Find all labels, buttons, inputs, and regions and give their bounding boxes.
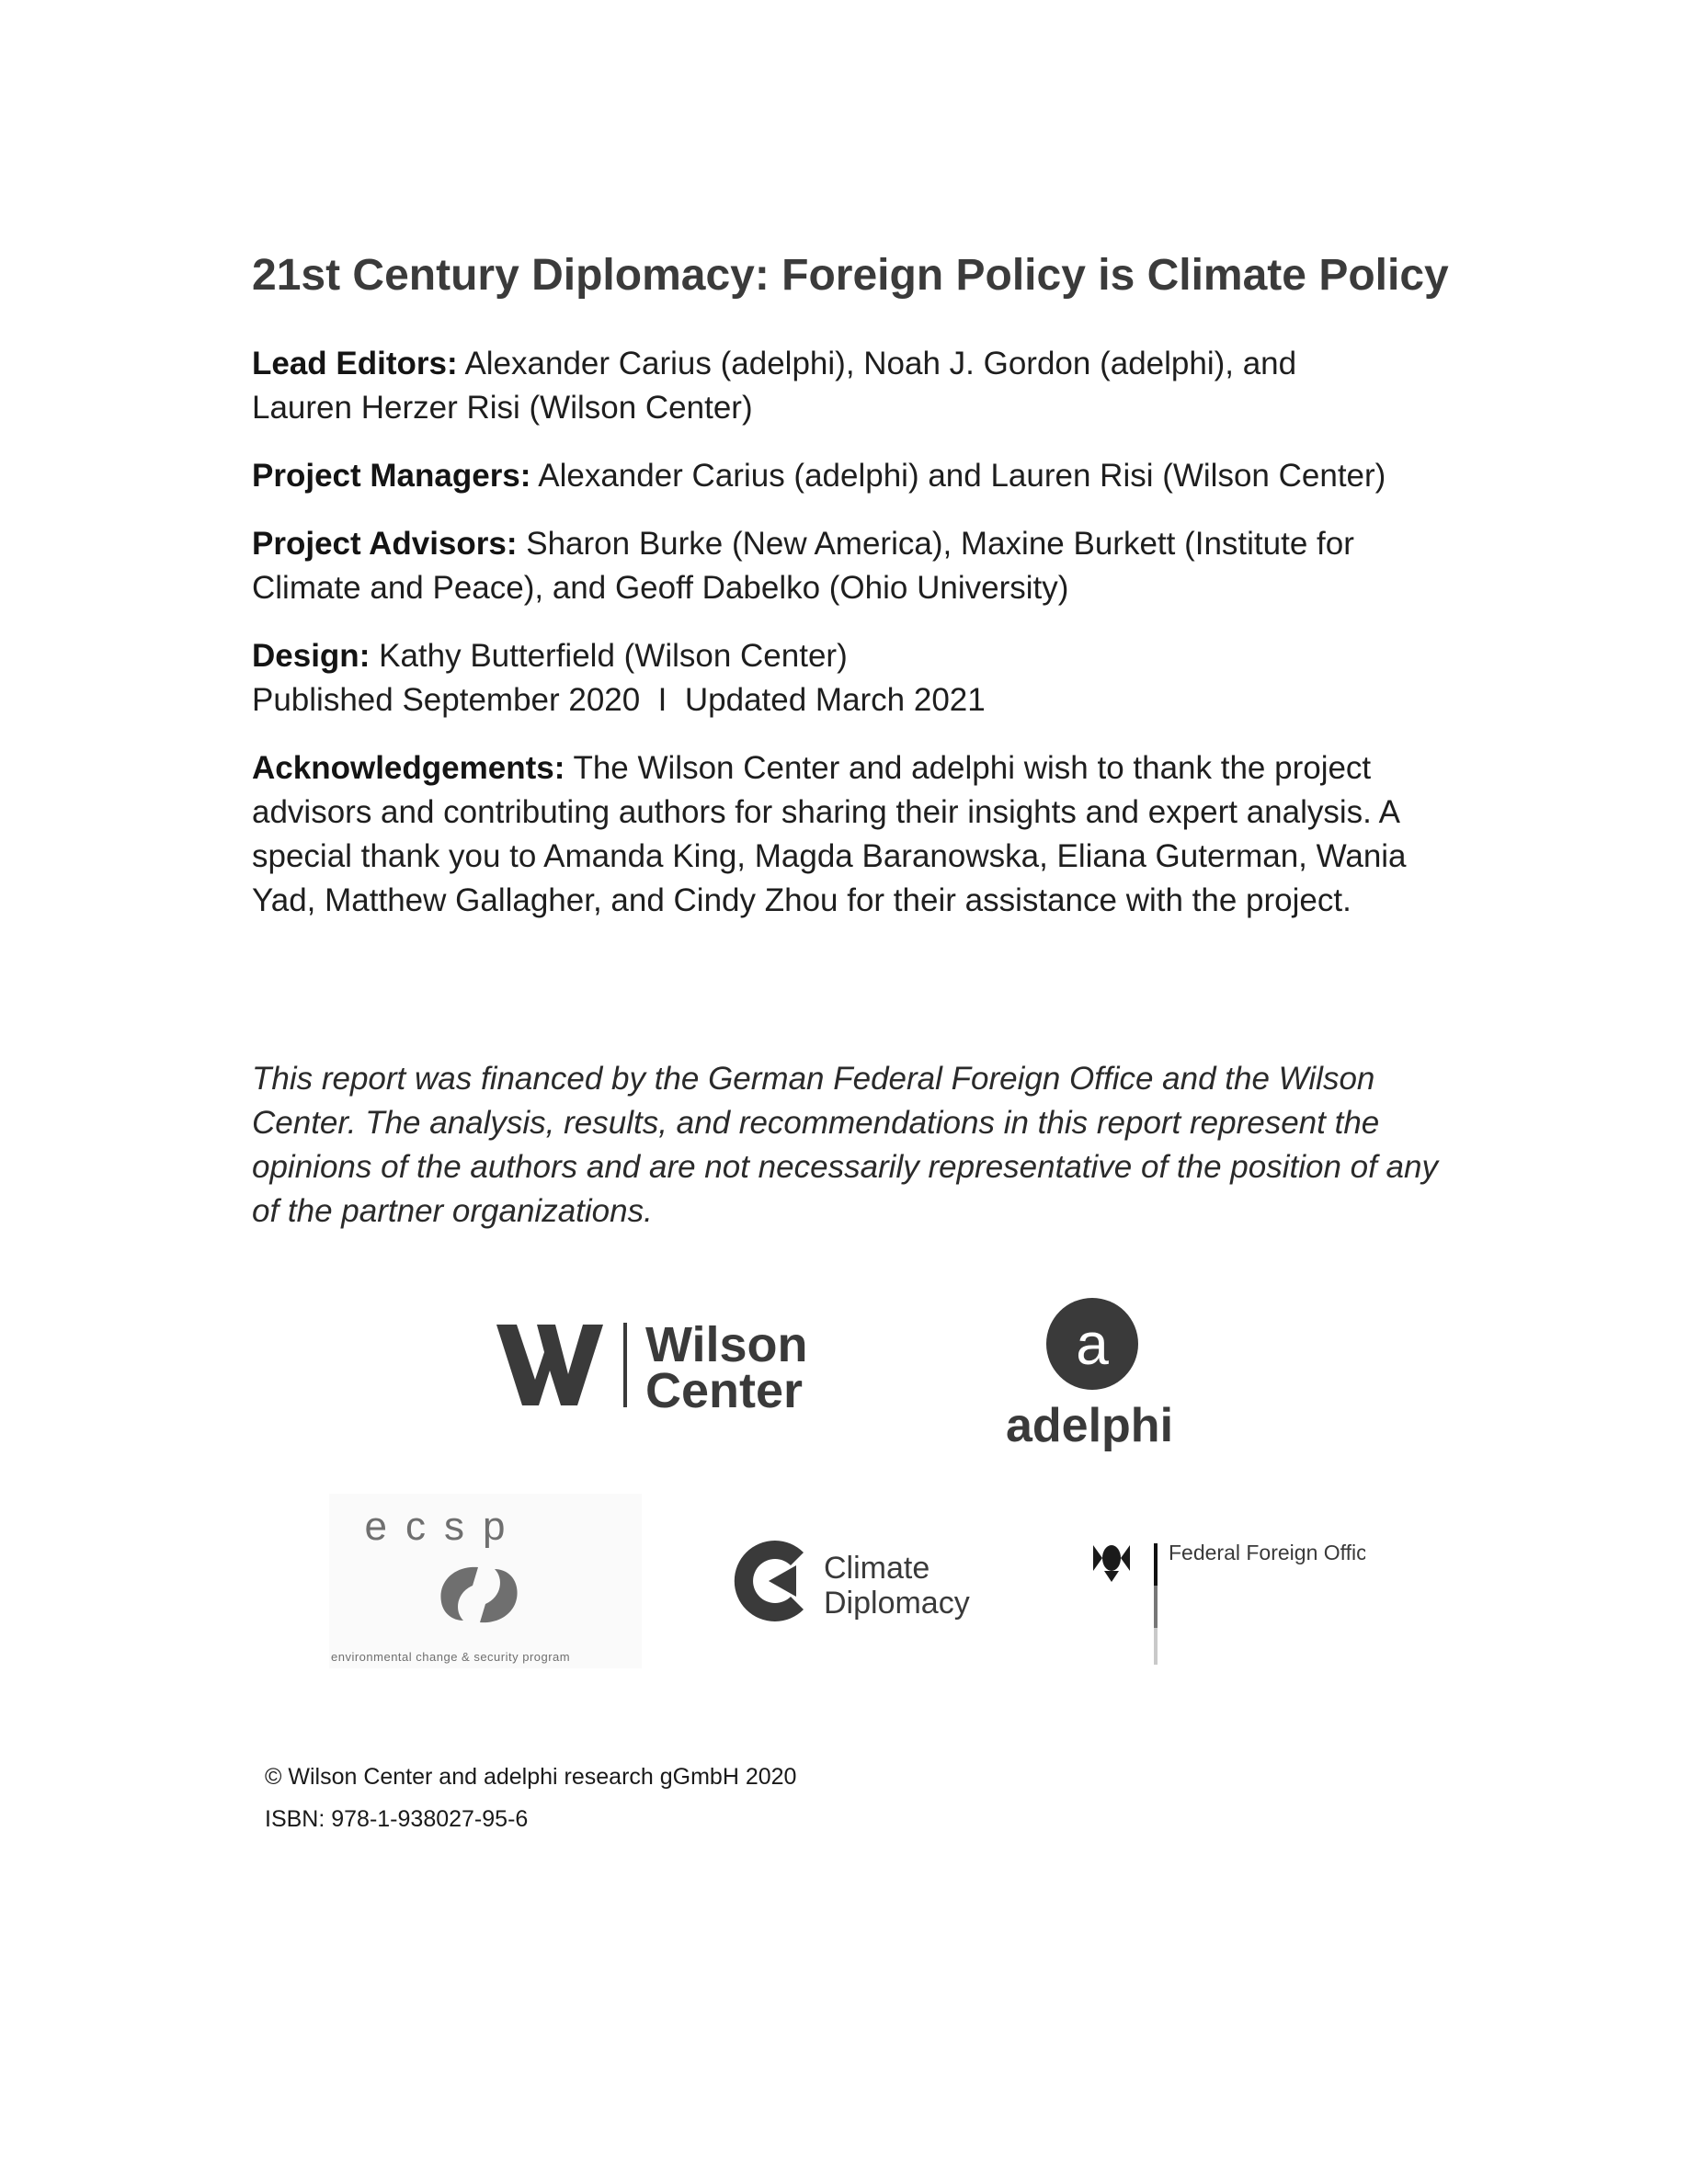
design-label: Design:	[252, 638, 371, 674]
adelphi-wordmark: adelphi	[1005, 1399, 1174, 1452]
project-advisors	[252, 522, 1447, 610]
flag-bar-red	[1154, 1586, 1158, 1628]
ecsp-logo	[329, 1494, 642, 1668]
copyright-block	[265, 1756, 796, 1840]
lead-editors	[252, 342, 1447, 430]
design-text: Kathy Butterfield (Wilson Center)	[379, 638, 848, 674]
climate-diplomacy-line1: Climate	[824, 1551, 930, 1586]
adelphi-mark-letter: a	[1076, 1311, 1109, 1377]
wilson-center-line1: Wilson	[645, 1317, 808, 1372]
climate-diplomacy-line2: Diplomacy	[824, 1586, 970, 1621]
wilson-center-w-mark	[487, 1310, 818, 1411]
project-advisors-text: Sharon Burke (New America), Maxine Burkett (Institute for	[526, 526, 1354, 562]
wilson-center-line2: Center	[645, 1363, 804, 1411]
acknowledgements-label: Acknowledgements:	[252, 750, 565, 786]
ecsp-tagline: environmental change & security program	[331, 1650, 571, 1664]
adelphi-logo	[1002, 1296, 1177, 1452]
copyright-line: © Wilson Center and adelphi research gGmbH 2020	[265, 1764, 797, 1790]
credits-block	[252, 342, 1447, 947]
project-managers-label: Project Managers:	[252, 458, 531, 494]
acknowledgements-text: The Wilson Center and adelphi wish to thank the project advisors and contributing authors for sharing their insights and expert analysis. A special thank you to Amanda King, Magda Baranowska, Eliana Guterman, Wania Yad, Matthew Gallagher, and Cindy Zhou for their assistance with the project.	[252, 750, 1407, 918]
project-advisors-label: Project Advisors:	[252, 526, 518, 562]
funding-disclaimer: This report was financed by the German Federal Foreign Office and the Wilson Center. The analysis, results, and recommendations in this report represent the opinions of the authors and are not necessarily representative of the position of any of the partner organizations.	[252, 1061, 1438, 1229]
federal-foreign-office-logo	[1089, 1530, 1365, 1678]
lead-editors-label: Lead Editors:	[252, 346, 458, 381]
ecsp-wordmark: ecsp	[364, 1504, 524, 1549]
lead-editors-text-2: Lauren Herzer Risi (Wilson Center)	[252, 390, 753, 426]
design-credit	[252, 634, 1447, 722]
publication-dates: Published September 2020 I Updated March 2021	[252, 682, 986, 718]
isbn-line: ISBN: 978-1-938027-95-6	[265, 1806, 529, 1832]
report-title: 21st Century Diplomacy: Foreign Policy is Climate Policy	[252, 251, 1449, 300]
project-managers-text: Alexander Carius (adelphi) and Lauren Risi (Wilson Center)	[538, 458, 1386, 494]
flag-bar-black	[1154, 1543, 1158, 1586]
wilson-center-logo	[487, 1310, 818, 1411]
acknowledgements	[252, 746, 1447, 923]
project-managers	[252, 454, 1447, 498]
climate-diplomacy-c-icon	[735, 1541, 804, 1621]
federal-foreign-office-name: Federal Foreign Office	[1169, 1541, 1365, 1564]
federal-eagle-icon	[1093, 1545, 1130, 1582]
flag-bar-gold	[1154, 1628, 1158, 1665]
climate-diplomacy-logo	[724, 1530, 982, 1632]
lead-editors-text: Alexander Carius (adelphi), Noah J. Gordon (adelphi), and	[464, 346, 1297, 381]
project-advisors-text-2: Climate and Peace), and Geoff Dabelko (Ohio University)	[252, 570, 1069, 606]
